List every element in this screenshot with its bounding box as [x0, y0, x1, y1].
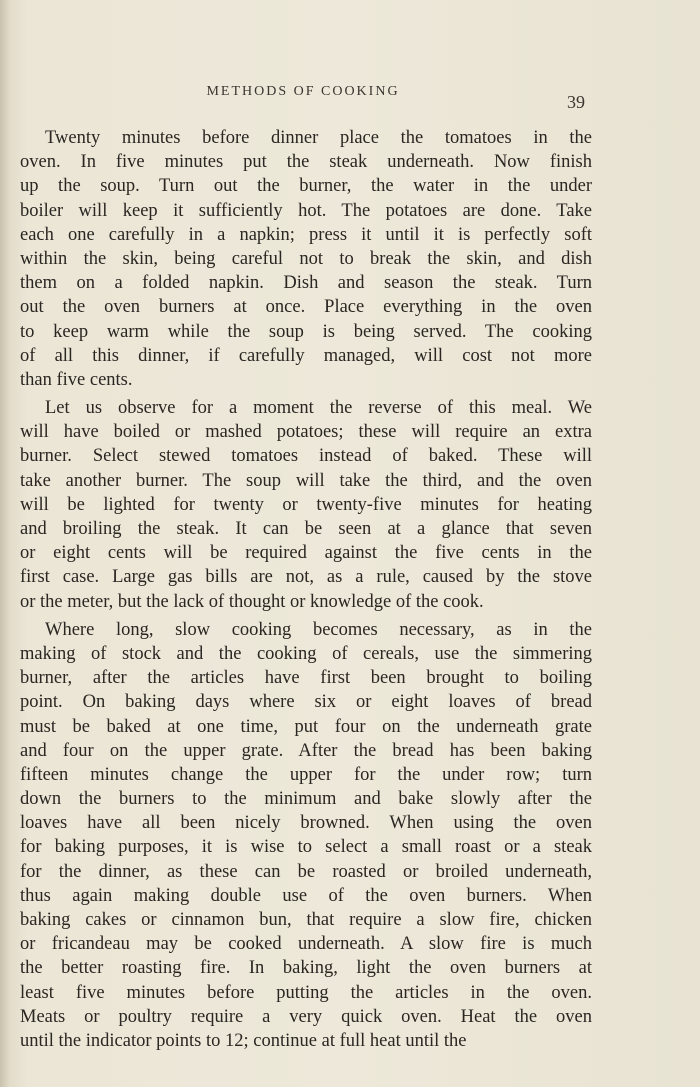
text-line: Meats or poultry require a very quick oven. Heat the oven: [20, 1006, 592, 1027]
text-line: Let us observe for a moment the reverse of this meal. We: [45, 398, 592, 419]
text-line: or eight cents will be required against the five cents in the: [20, 543, 592, 564]
text-line: loaves have all been nicely browned. When using the oven: [20, 813, 592, 834]
text-line: out the oven burners at once. Place everything in the oven: [20, 297, 592, 318]
text-line: boiler will keep it sufficiently hot. The potatoes are done. Take: [20, 200, 592, 221]
running-head: METHODS OF COOKING: [206, 84, 400, 99]
text-line: for baking purposes, it is wise to select a small roast or a steak: [20, 837, 592, 858]
text-line: thus again making double use of the oven burners. When: [20, 885, 592, 906]
text-line: point. On baking days where six or eight loaves of bread: [20, 692, 592, 713]
text-line: Where long, slow cooking becomes necessary, as in the: [45, 619, 592, 640]
text-line: or fricandeau may be cooked underneath. A slow fire is much: [20, 934, 592, 955]
text-line: to keep warm while the soup is being served. The cooking: [20, 321, 592, 342]
text-line: of all this dinner, if carefully managed, will cost not more: [20, 345, 592, 366]
text-line: making of stock and the cooking of cereals, use the simmering: [20, 643, 592, 664]
text-line: the better roasting fire. In baking, light the oven burners at: [20, 958, 592, 979]
text-line: will be lighted for twenty or twenty-five minutes for heating: [20, 494, 592, 515]
text-line: Twenty minutes before dinner place the tomatoes in the: [45, 128, 592, 148]
paragraph: [20, 126, 592, 392]
text-line: first case. Large gas bills are not, as a rule, caused by the stove: [20, 567, 592, 588]
text-line: up the soup. Turn out the burner, the water in the under: [20, 176, 592, 197]
text-line: baking cakes or cinnamon bun, that require a slow fire, chicken: [20, 910, 592, 930]
text-line: than five cents.: [20, 369, 133, 390]
text-line: until the indicator points to 12; continue at full heat until the: [20, 1030, 467, 1051]
text-line: will have boiled or mashed potatoes; these will require an extra: [20, 422, 592, 443]
page-number: 39: [567, 92, 585, 112]
text-line: them on a folded napkin. Dish and season the steak. Turn: [20, 273, 592, 294]
text-line: take another burner. The soup will take the third, and the oven: [20, 470, 592, 491]
paragraph: [20, 396, 592, 614]
body-text: [20, 126, 592, 1053]
text-line: within the skin, being careful not to break the skin, and dish: [20, 248, 592, 269]
paragraph: [20, 618, 592, 1053]
text-line: and broiling the steak. It can be seen at a glance that seven: [20, 519, 592, 539]
text-line: burner. Select stewed tomatoes instead of baked. These will: [20, 446, 592, 467]
text-line: each one carefully in a napkin; press it until it is perfectly soft: [20, 224, 592, 245]
text-line: least five minutes before putting the articles in the oven.: [20, 982, 592, 1003]
text-line: burner, after the articles have first been brought to boiling: [20, 668, 592, 689]
text-line: and four on the upper grate. After the bread has been baking: [20, 740, 592, 761]
text-line: oven. In five minutes put the steak underneath. Now finish: [20, 152, 592, 173]
text-line: down the burners to the minimum and bake slowly after the: [20, 789, 592, 810]
text-line: must be baked at one time, put four on the underneath grate: [20, 716, 592, 737]
text-line: for the dinner, as these can be roasted or broiled underneath,: [20, 861, 592, 882]
text-line: or the meter, but the lack of thought or knowledge of the cook.: [20, 591, 484, 612]
page-gutter: [0, 0, 10, 1087]
text-line: fifteen minutes change the upper for the under row; turn: [20, 764, 592, 785]
